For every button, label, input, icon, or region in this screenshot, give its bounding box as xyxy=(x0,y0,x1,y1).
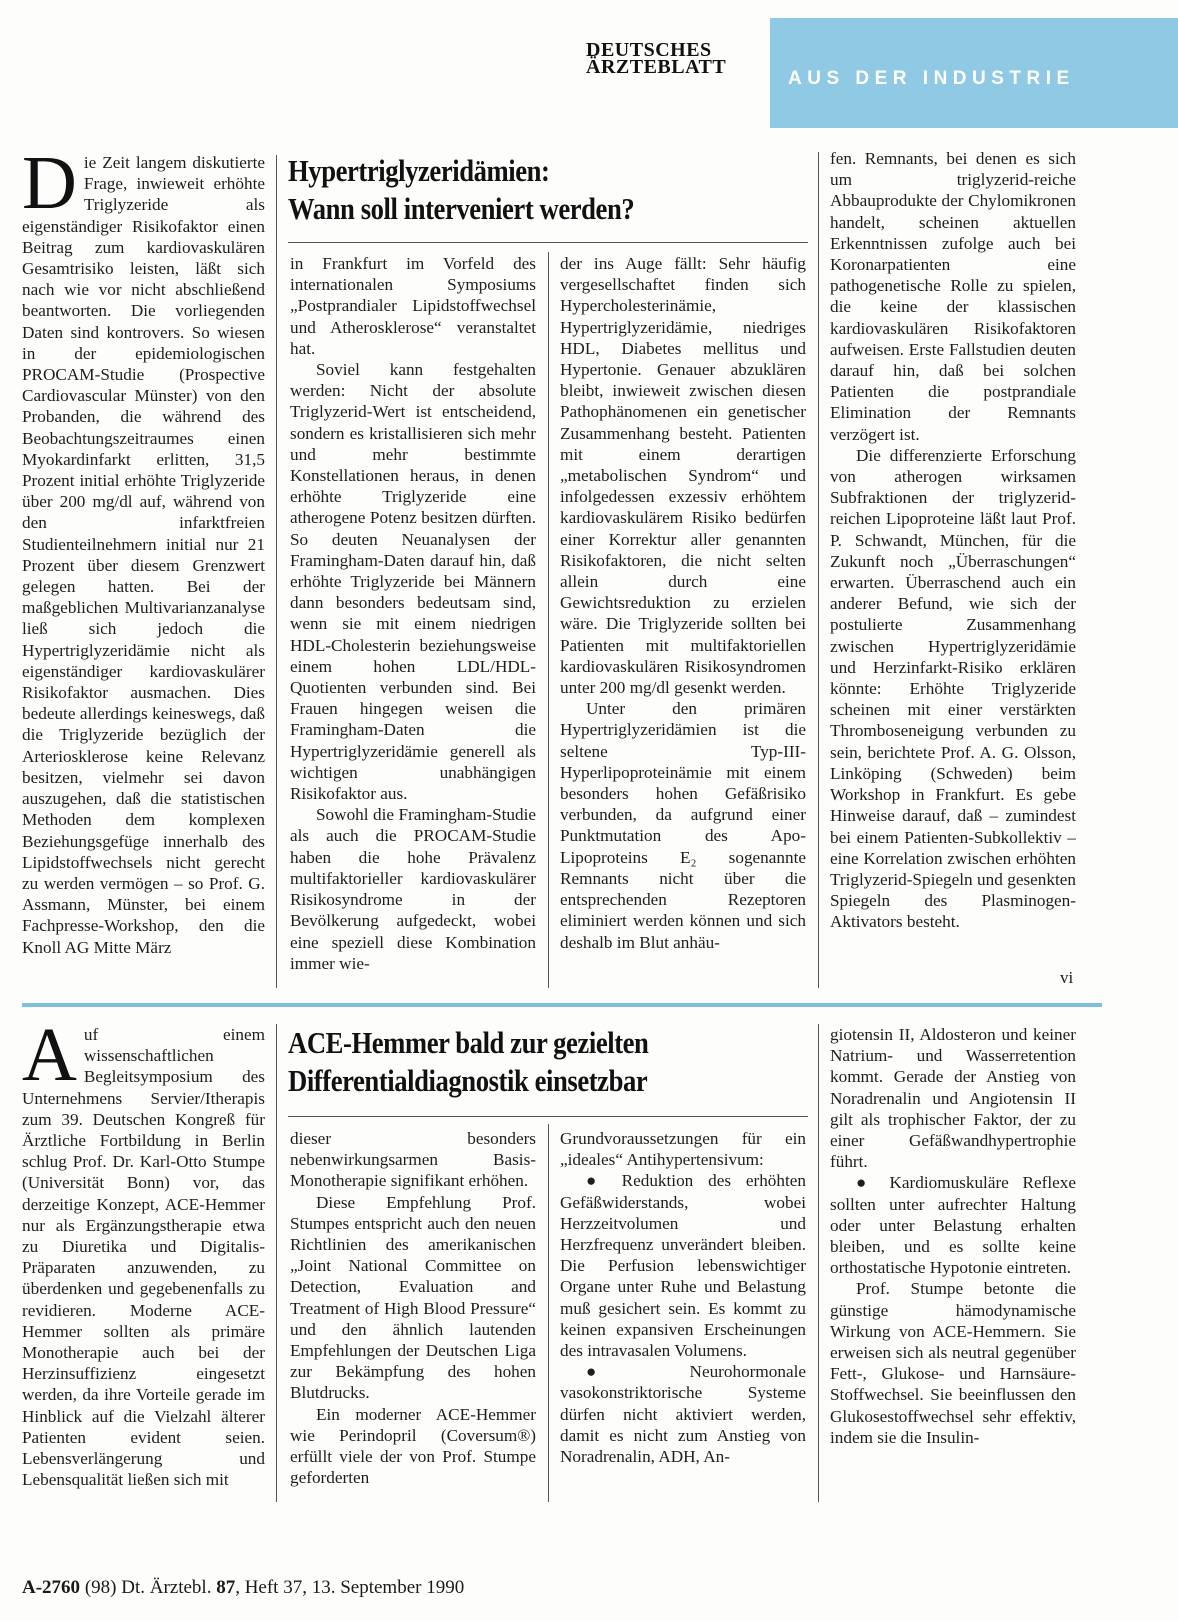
article2-col3-bullet1 xyxy=(560,1170,806,1361)
article2-col1-text: uf einem wissenschaftlichen Begleitsymposium des Unternehmens Servier/Itherapis zum 39. Deutschen Kongreß für Ärztliche Fortbildung in Berlin schlug Prof. Dr. Karl-Otto Stumpe (Universität Bonn) vor, das derzeitige Konzept, ACE-Hemmer nur als Ergänzungstherapie etwa zu Diuretika und Digitalis-Präparaten anzuwenden, zu überdenken und gegebenenfalls zu revidieren. Moderne ACE-Hemmer sollten als primäre Monotherapie auch bei der Herzinsuffizienz eingesetzt werden, da ihre Vorteile gerade im Hinblick auf die Vielzahl älterer Patienten evident seien. Lebensverlängerung und Lebensqualität ließen sich mit xyxy=(22,1025,265,1490)
article1-dropcap: D xyxy=(22,152,77,225)
article1-headline xyxy=(288,152,634,228)
section-banner xyxy=(770,18,1178,128)
article1-col1-text: ie Zeit langem diskutierte Frage, inwieweit erhöhte Triglyzeride als eigenständiger Risikofaktor einen Beitrag zum kardiovaskulären Gesamtrisiko leisten, läßt sich nach wie vor nicht abschließend beantworten. Die vorliegenden Daten sind kontrovers. So wiesen in der epidemiologischen PROCAM-Studie (Prospective Cardiovascular Münster) von den Probanden, die während des Beobachtungszeitraumes einen Myokardinfarkt erlitten, 31,5 Prozent initial erhöhte Triglyzeride über 200 mg/dl auf, während von den infarktfreien Studienteilnehmern initial nur 21 Prozent über diesem Grenzwert gelegen hatten. Bei der maßgeblichen Multivarianzanalyse ließ sich jedoch die Hypertriglyzeridämie nicht als eigenständiger kardiovaskulärer Risikofaktor ausmachen. Dies bedeute allerdings keineswegs, daß die Triglyzeride bezüglich der Arteriosklerose keine Relevanz besitzen, vielmehr sei davon auszugehen, daß die statistischen Methoden dem komplexen Beziehungsgefüge innerhalb des Lipidstoffwechsels nicht gerecht zu werden vermögen – so Prof. G. Assmann, Münster, bei einem Fachpresse-Workshop, den die Knoll AG Mitte März xyxy=(22,153,265,957)
article1-col1 xyxy=(22,152,265,990)
article1-col-divider xyxy=(818,152,819,988)
article2-col4-bullet1 xyxy=(830,1172,1076,1278)
article2-dropcap: A xyxy=(22,1024,77,1097)
footer-page-code: A-2760 xyxy=(22,1577,81,1598)
article1-col4-p2: Die differenzierte Erforschung von atherogen wirksamen Subfraktionen der triglyzerid-reichen Lipoproteine läßt laut Prof. P. Schwandt, München, für die Zukunft noch „Überraschungen“ erwarten. Überraschend auch ein anderer Befund, wie sich der postulierte Zusammenhang zwischen Hypertriglyzeridämie und Herzinfarkt-Risiko erklären könnte: Erhöhte Triglyzeride scheinen mit einer verstärkten Thromboseneigung verbunden zu sein, berichtete Prof. A. G. Olsson, Linköping (Schweden) beim Workshop in Frankfurt. Es gebe Hinweise darauf, daß – zumindest bei einem Patienten-Subkollektiv – eine Korrelation zwischen erhöhten Triglyzerid-Spiegeln und gesenkten Spiegeln des Plasminogen-Aktivators besteht. xyxy=(830,445,1076,932)
article1-col2 xyxy=(290,253,536,988)
article2-col1 xyxy=(22,1024,265,1502)
footer-volume: 87 xyxy=(216,1577,236,1598)
bullet-icon: ● xyxy=(586,1171,607,1191)
bullet-icon: ● xyxy=(856,1173,876,1193)
article2-headline xyxy=(288,1024,648,1100)
article1-col4-p1: fen. Remnants, bei denen es sich um triglyzerid-reiche Abbauprodukte der Chylomikronen handelt, scheinen aktuellen Erkenntnissen zufolge auch bei Koronarpatienten eine pathogenetische Rolle zu spielen, die keine der klassischen kardiovaskulären Risikofaktoren aufweisen. Erste Fallstudien deuten darauf hin, daß bei solchen Patienten die postprandiale Elimination der Remnants verzögert ist. xyxy=(830,149,1076,444)
article-divider xyxy=(22,1003,1102,1007)
article2-headline-line2: Differentialdiagnostik einsetzbar xyxy=(288,1063,648,1098)
article2-col2 xyxy=(290,1128,536,1502)
bullet-icon: ● xyxy=(586,1362,641,1382)
masthead xyxy=(586,39,727,78)
article2-col3-bullet2 xyxy=(560,1361,806,1467)
article2-col2-p2: Diese Empfehlung Prof. Stumpes entspricht auch den neuen Richtlinien des amerikanischen „Joint National Committee on Detection, Evaluation and Treatment of High Blood Pressure“ und den ähnlich lautenden Empfehlungen der Deutschen Liga zur Bekämpfung des hohen Blutdrucks. xyxy=(290,1192,536,1403)
article1-col-divider xyxy=(548,252,549,988)
article1-headline-line1: Hypertriglyzeridämien: xyxy=(288,153,550,188)
article2-col4-b1: Kardiomuskuläre Reflexe sollten unter aufrechter Haltung oder unter Belastung erhalten bleiben, und es sollte keine orthostatische Hypotonie eintreten. xyxy=(830,1173,1076,1278)
masthead-line2: ÄRZTEBLATT xyxy=(586,56,727,78)
article2-col4-p1: giotensin II, Aldosteron und keiner Natrium- und Wasserretention kommt. Gerade der Anstieg von Noradrenalin und Angiotensin II gilt als trophischer Faktor, der zu einer Gefäßwandhypertrophie führt. xyxy=(830,1025,1076,1172)
footer-journal: Dt. Ärztebl. xyxy=(121,1577,212,1598)
article2-col-divider xyxy=(276,1024,277,1502)
article1-headline-rule xyxy=(288,242,808,243)
article1-headline-line2: Wann soll interveniert werden? xyxy=(288,191,635,226)
article2-headline-line1: ACE-Hemmer bald zur gezielten xyxy=(288,1025,649,1060)
section-label: AUS DER INDUSTRIE xyxy=(788,68,1075,89)
article2-col-divider xyxy=(548,1124,549,1502)
article1-col3 xyxy=(560,253,806,988)
article2-col3 xyxy=(560,1128,806,1502)
footer-issue: , Heft 37, 13. September 1990 xyxy=(235,1577,465,1598)
article2-col2-p1: dieser besonders nebenwirkungsarmen Basis-Monotherapie signifikant erhöhen. xyxy=(290,1129,536,1191)
article2-col3-b1: Reduktion des erhöhten Gefäßwiderstands, wobei Herzzeitvolumen und Herzfrequenz unverändert bleiben. Die Perfusion lebenswichtiger Organe unter Ruhe und Belastung muß gesichert sein. Es kommt zu keinen expansiven Erscheinungen des intravasalen Volumens. xyxy=(560,1171,806,1361)
article2-col2-p3: Ein moderner ACE-Hemmer wie Perindopril (Coversum®) erfüllt viele der von Prof. Stumpe geforderten xyxy=(290,1404,536,1488)
page-footer xyxy=(22,1577,464,1599)
article2-col4-p2: Prof. Stumpe betonte die günstige hämodynamische Wirkung von ACE-Hemmern. Sie erweisen sich als neutral gegenüber Fett-, Glukose- und Harnsäure-Stoffwechsel. Sie beeinflussen den Glukosestoffwechsel sehr effektiv, indem sie die Insulin- xyxy=(830,1279,1076,1447)
article2-col4 xyxy=(830,1024,1076,1502)
article2-headline-rule xyxy=(288,1116,808,1117)
article2-col-divider xyxy=(818,1024,819,1502)
article1-col3-p1: der ins Auge fällt: Sehr häufig vergesellschaftet finden sich Hypercholesterinämie, Hypertriglyzeridämie, niedriges HDL, Diabetes mellitus und Hypertonie. Genauer abzuklären bleibt, inwieweit zwischen diesen Pathophänomenen ein genetischer Zusammenhang besteht. Patienten mit einem derartigen „metabolischen Syndrom“ und infolgedessen exzessiv erhöhtem kardiovaskulärem Risiko bedürfen einer Korrektur aller genannten Risikofaktoren, die nicht selten allein durch eine Gewichtsreduktion zu erzielen wäre. Die Triglyzeride sollten bei Patienten mit multifaktoriellen kardiovaskulären Risikosyndromen unter 200 mg/dl gesenkt werden. xyxy=(560,254,806,698)
article2-col3-p1: Grundvoraussetzungen für ein „ideales“ Antihypertensivum: xyxy=(560,1129,806,1170)
article2-col3-b2: Neurohormonale vasokonstriktorische Systeme dürfen nicht aktiviert werden, damit es nicht zum Anstieg von Noradrenalin, ADH, An- xyxy=(560,1362,806,1467)
article1-col3-p2: Unter den primären Hypertriglyzeridämien ist die seltene Typ-III-Hyperlipoproteinämie mit einem besonders hohen Gefäßrisiko verbunden, da aufgrund einer Punktmutation des Apo-Lipoproteins E₂ sogenannte Remnants nicht über die entsprechenden Rezeptoren eliminiert werden können und sich deshalb im Blut anhäu- xyxy=(560,699,806,952)
masthead-line1: DEUTSCHES xyxy=(586,39,712,61)
article1-col2-p1: in Frankfurt im Vorfeld des internationalen Symposiums „Postprandialer Lipidstoffwechsel und Atherosklerose“ veranstaltet hat. xyxy=(290,254,536,358)
article1-col2-p2: Soviel kann festgehalten werden: Nicht der absolute Triglyzerid-Wert ist entscheidend, sondern es kristallisieren sich mehr und mehr bestimmte Konstellationen heraus, in denen erhöhte Triglyzeride eine atherogene Potenz besitzen dürften. So deuten Neuanalysen der Framingham-Daten darauf hin, daß erhöhte Triglyzeride bei Männern dann besonders bedeutsam sind, wenn sie mit einem niedrigen HDL-Cholesterin beziehungsweise einem hohen LDL/HDL-Quotienten verbunden sind. Bei Frauen hingegen weisen die Framingham-Daten die Hypertriglyzeridämie generell als wichtigen unabhängigen Risikofaktor aus. xyxy=(290,360,536,804)
article1-signoff: vi xyxy=(1060,968,1074,987)
article1-col-divider xyxy=(276,155,277,988)
article1-col2-p3: Sowohl die Framingham-Studie als auch die PROCAM-Studie haben die hohe Prävalenz multifaktorieller kardiovaskulärer Risikosyndrome in der Bevölkerung aufgedeckt, wobei eine speziell diese Kombination immer wie- xyxy=(290,805,536,973)
footer-page-number: (98) xyxy=(84,1577,117,1598)
article1-col4 xyxy=(830,148,1076,988)
